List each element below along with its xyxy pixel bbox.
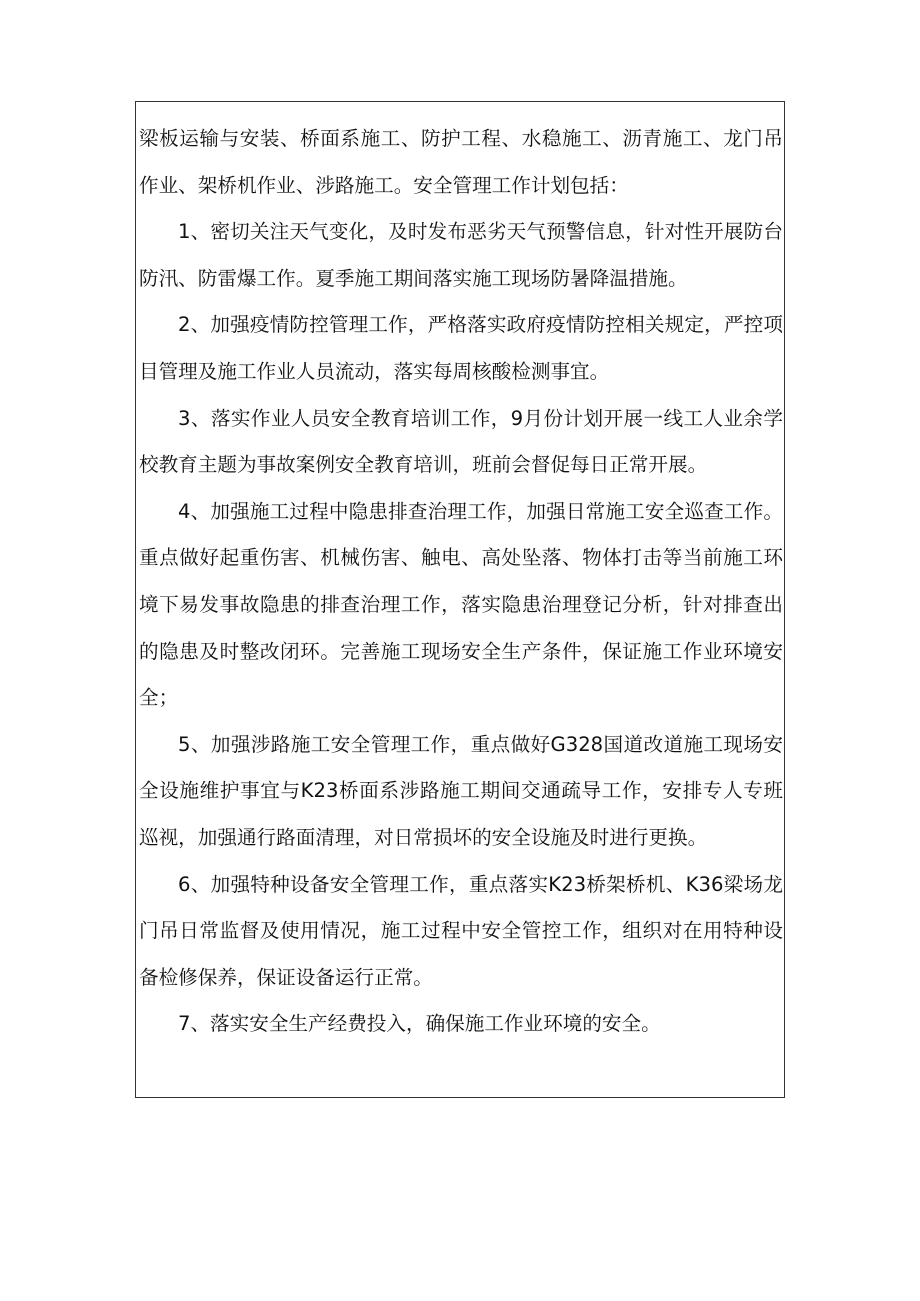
paragraph-item-5: 5、加强涉路施工安全管理工作，重点做好G328国道改道施工现场安全设施维护事宜与K23桥面系涉路施工期间交通疏导工作，安排专人专班巡视，加强通行路面清理，对日常损坏的安全设施及时进行更换。: [139, 732, 783, 849]
document-body: [139, 116, 783, 1048]
paragraph-item-1: 1、密切关注天气变化，及时发布恶劣天气预警信息，针对性开展防台防汛、防雷爆工作。夏季施工期间落实施工现场防暑降温措施。: [139, 220, 783, 290]
paragraph-intro: 梁板运输与安装、桥面系施工、防护工程、水稳施工、沥青施工、龙门吊作业、架桥机作业、涉路施工。安全管理工作计划包括：: [139, 127, 783, 197]
paragraph-item-3: 3、落实作业人员安全教育培训工作，9月份计划开展一线工人业余学校教育主题为事故案例安全教育培训，班前会督促每日正常开展。: [139, 406, 783, 477]
paragraph-item-7: 7、落实安全生产经费投入，确保施工作业环境的安全。: [178, 1012, 661, 1036]
paragraph-item-6: 6、加强特种设备安全管理工作，重点落实K23桥架桥机、K36梁场龙门吊日常监督及使用情况，施工过程中安全管控工作，组织对在用特种设备检修保养，保证设备运行正常。: [139, 872, 783, 989]
document-frame: [135, 101, 785, 1098]
paragraph-item-2: 2、加强疫情防控管理工作，严格落实政府疫情防控相关规定，严控项目管理及施工作业人员流动，落实每周核酸检测事宜。: [139, 313, 783, 383]
paragraph-item-4: 4、加强施工过程中隐患排查治理工作，加强日常施工安全巡查工作。重点做好起重伤害、机械伤害、触电、高处坠落、物体打击等当前施工环境下易发事故隐患的排查治理工作，落实隐患治理登记分析，针对排查出的隐患及时整改闭环。完善施工现场安全生产条件，保证施工作业环境安全；: [139, 499, 783, 710]
